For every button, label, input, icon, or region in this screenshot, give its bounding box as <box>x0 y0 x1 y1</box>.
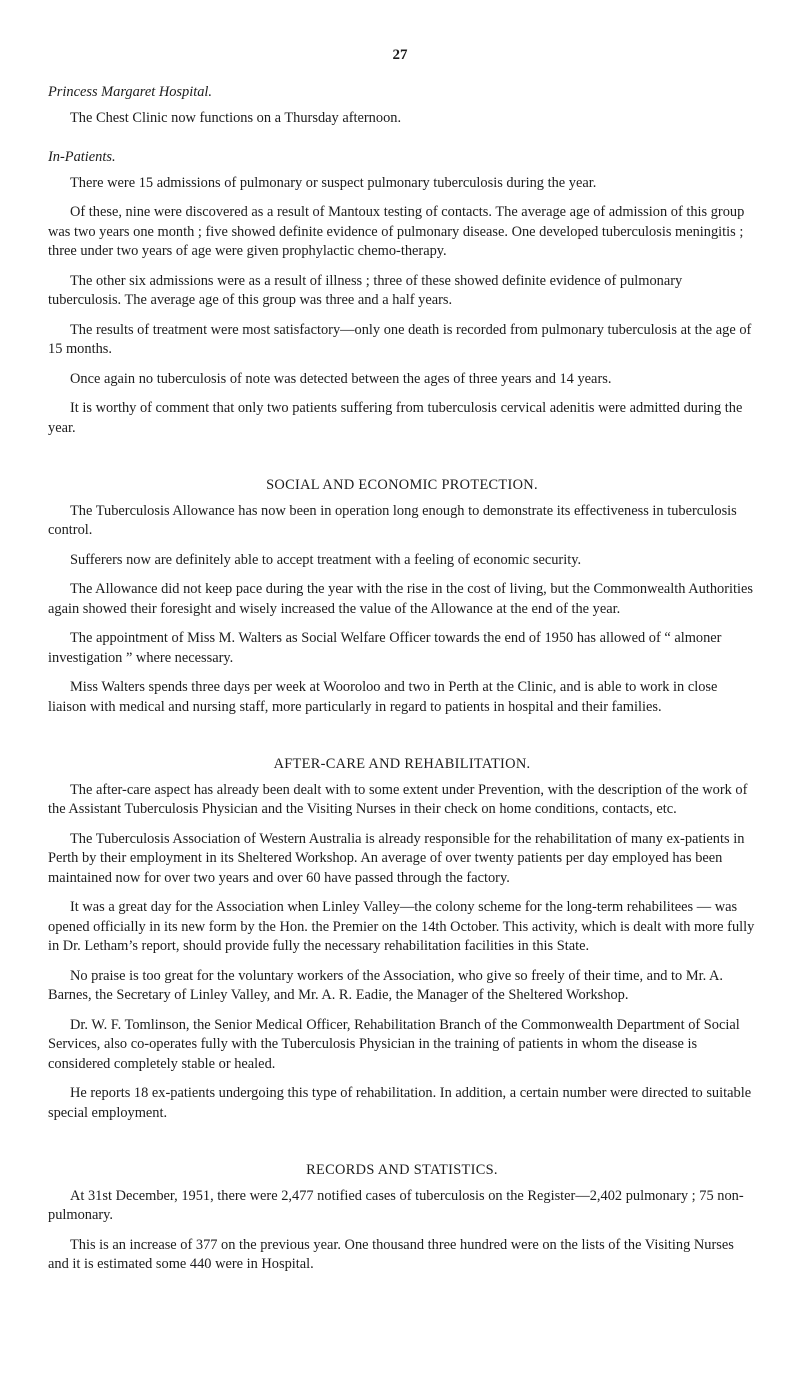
section-in-patients <box>48 148 756 438</box>
section-heading: In-Patients. <box>48 149 116 165</box>
paragraph: The results of treatment were most satisfactory—only one death is recorded from pulmonary tuberculosis at the age of 15 months. <box>48 321 752 357</box>
paragraph: Of these, nine were discovered as a result of Mantoux testing of contacts. The average age of admission of this group was two years one month ; five showed definite evidence of pulmonary disease. One developed tuberculosis meningitis ; three under two years of age were given prophylactic chemo-therapy. <box>48 204 745 259</box>
section-after-care-rehabilitation <box>48 755 756 1123</box>
paragraph: The other six admissions were as a result of illness ; three of these showed definite evidence of pulmonary tuberculosis. The average age of this group was three and a half years. <box>48 272 683 308</box>
page-content <box>48 83 756 1285</box>
paragraph: The appointment of Miss M. Walters as Social Welfare Officer towards the end of 1950 has allowed of “ almoner investigation ” where necessary. <box>48 630 722 666</box>
paragraph: The after-care aspect has already been dealt with to some extent under Prevention, with the description of the work of the Assistant Tuberculosis Physician and the Visiting Nurses in their check on home conditions, contacts, etc. <box>48 781 748 817</box>
paragraph: Sufferers now are definitely able to accept treatment with a feeling of economic security. <box>70 551 582 568</box>
section-social-economic-protection <box>48 476 756 717</box>
paragraph: It is worthy of comment that only two patients suffering from tuberculosis cervical adenitis were admitted during the year. <box>48 400 743 436</box>
paragraph: He reports 18 ex-patients undergoing this type of rehabilitation. In addition, a certain number were directed to suitable special employment. <box>48 1085 752 1121</box>
paragraph: It was a great day for the Association when Linley Valley—the colony scheme for the long-term rehabilitees — was opened officially in its new form by the Hon. the Premier on the 14th October. This activity, which is dealt with more fully in Dr. Letham’s report, should provide fully the necessary rehabilitation facilities in this State. <box>48 899 755 954</box>
paragraph: This is an increase of 377 on the previous year. One thousand three hundred were on the lists of the Visiting Nurses and it is estimated some 440 were in Hospital. <box>48 1236 734 1272</box>
section-princess-margaret <box>48 83 756 128</box>
paragraph: No praise is too great for the voluntary workers of the Association, who give so freely of their time, and to Mr. A. Barnes, the Secretary of Linley Valley, and Mr. A. R. Eadie, the Manager of the Sheltered Workshop. <box>48 967 724 1003</box>
paragraph: At 31st December, 1951, there were 2,477 notified cases of tuberculosis on the Register—2,402 pulmonary ; 75 non-pulmonary. <box>48 1187 744 1223</box>
paragraph: Dr. W. F. Tomlinson, the Senior Medical Officer, Rehabilitation Branch of the Commonwealth Department of Social Services, also co-operates fully with the Tuberculosis Physician in the training of patients in whom the disease is considered completely stable or healed. <box>48 1016 740 1072</box>
paragraph: The Chest Clinic now functions on a Thursday afternoon. <box>70 109 402 126</box>
paragraph: The Tuberculosis Allowance has now been in operation long enough to demonstrate its effectiveness in tuberculosis control. <box>48 502 737 538</box>
paragraph: Miss Walters spends three days per week at Wooroloo and two in Perth at the Clinic, and is able to work in close liaison with medical and nursing staff, more particularly in regard to patients in hospital and their families. <box>48 679 718 715</box>
paragraph: The Tuberculosis Association of Western Australia is already responsible for the rehabilitation of many ex-patients in Perth by their employment in its Sheltered Workshop. An average of over twenty patients per day employed has been maintained now for over two years and over 60 have passed through the factory. <box>48 830 745 886</box>
section-heading: SOCIAL AND ECONOMIC PROTECTION. <box>266 477 538 493</box>
paragraph: The Allowance did not keep pace during the year with the rise in the cost of living, but the Commonwealth Authorities again showed their foresight and wisely increased the value of the Allowance at the end of the year. <box>48 581 753 617</box>
section-records-statistics <box>48 1161 756 1275</box>
section-heading: Princess Margaret Hospital. <box>48 84 213 100</box>
paragraph: There were 15 admissions of pulmonary or suspect pulmonary tuberculosis during the year. <box>70 174 597 191</box>
section-heading: AFTER-CARE AND REHABILITATION. <box>273 756 531 772</box>
paragraph: Once again no tuberculosis of note was detected between the ages of three years and 14 years. <box>70 370 612 387</box>
page-number: 27 <box>392 47 408 63</box>
section-heading: RECORDS AND STATISTICS. <box>306 1162 498 1178</box>
